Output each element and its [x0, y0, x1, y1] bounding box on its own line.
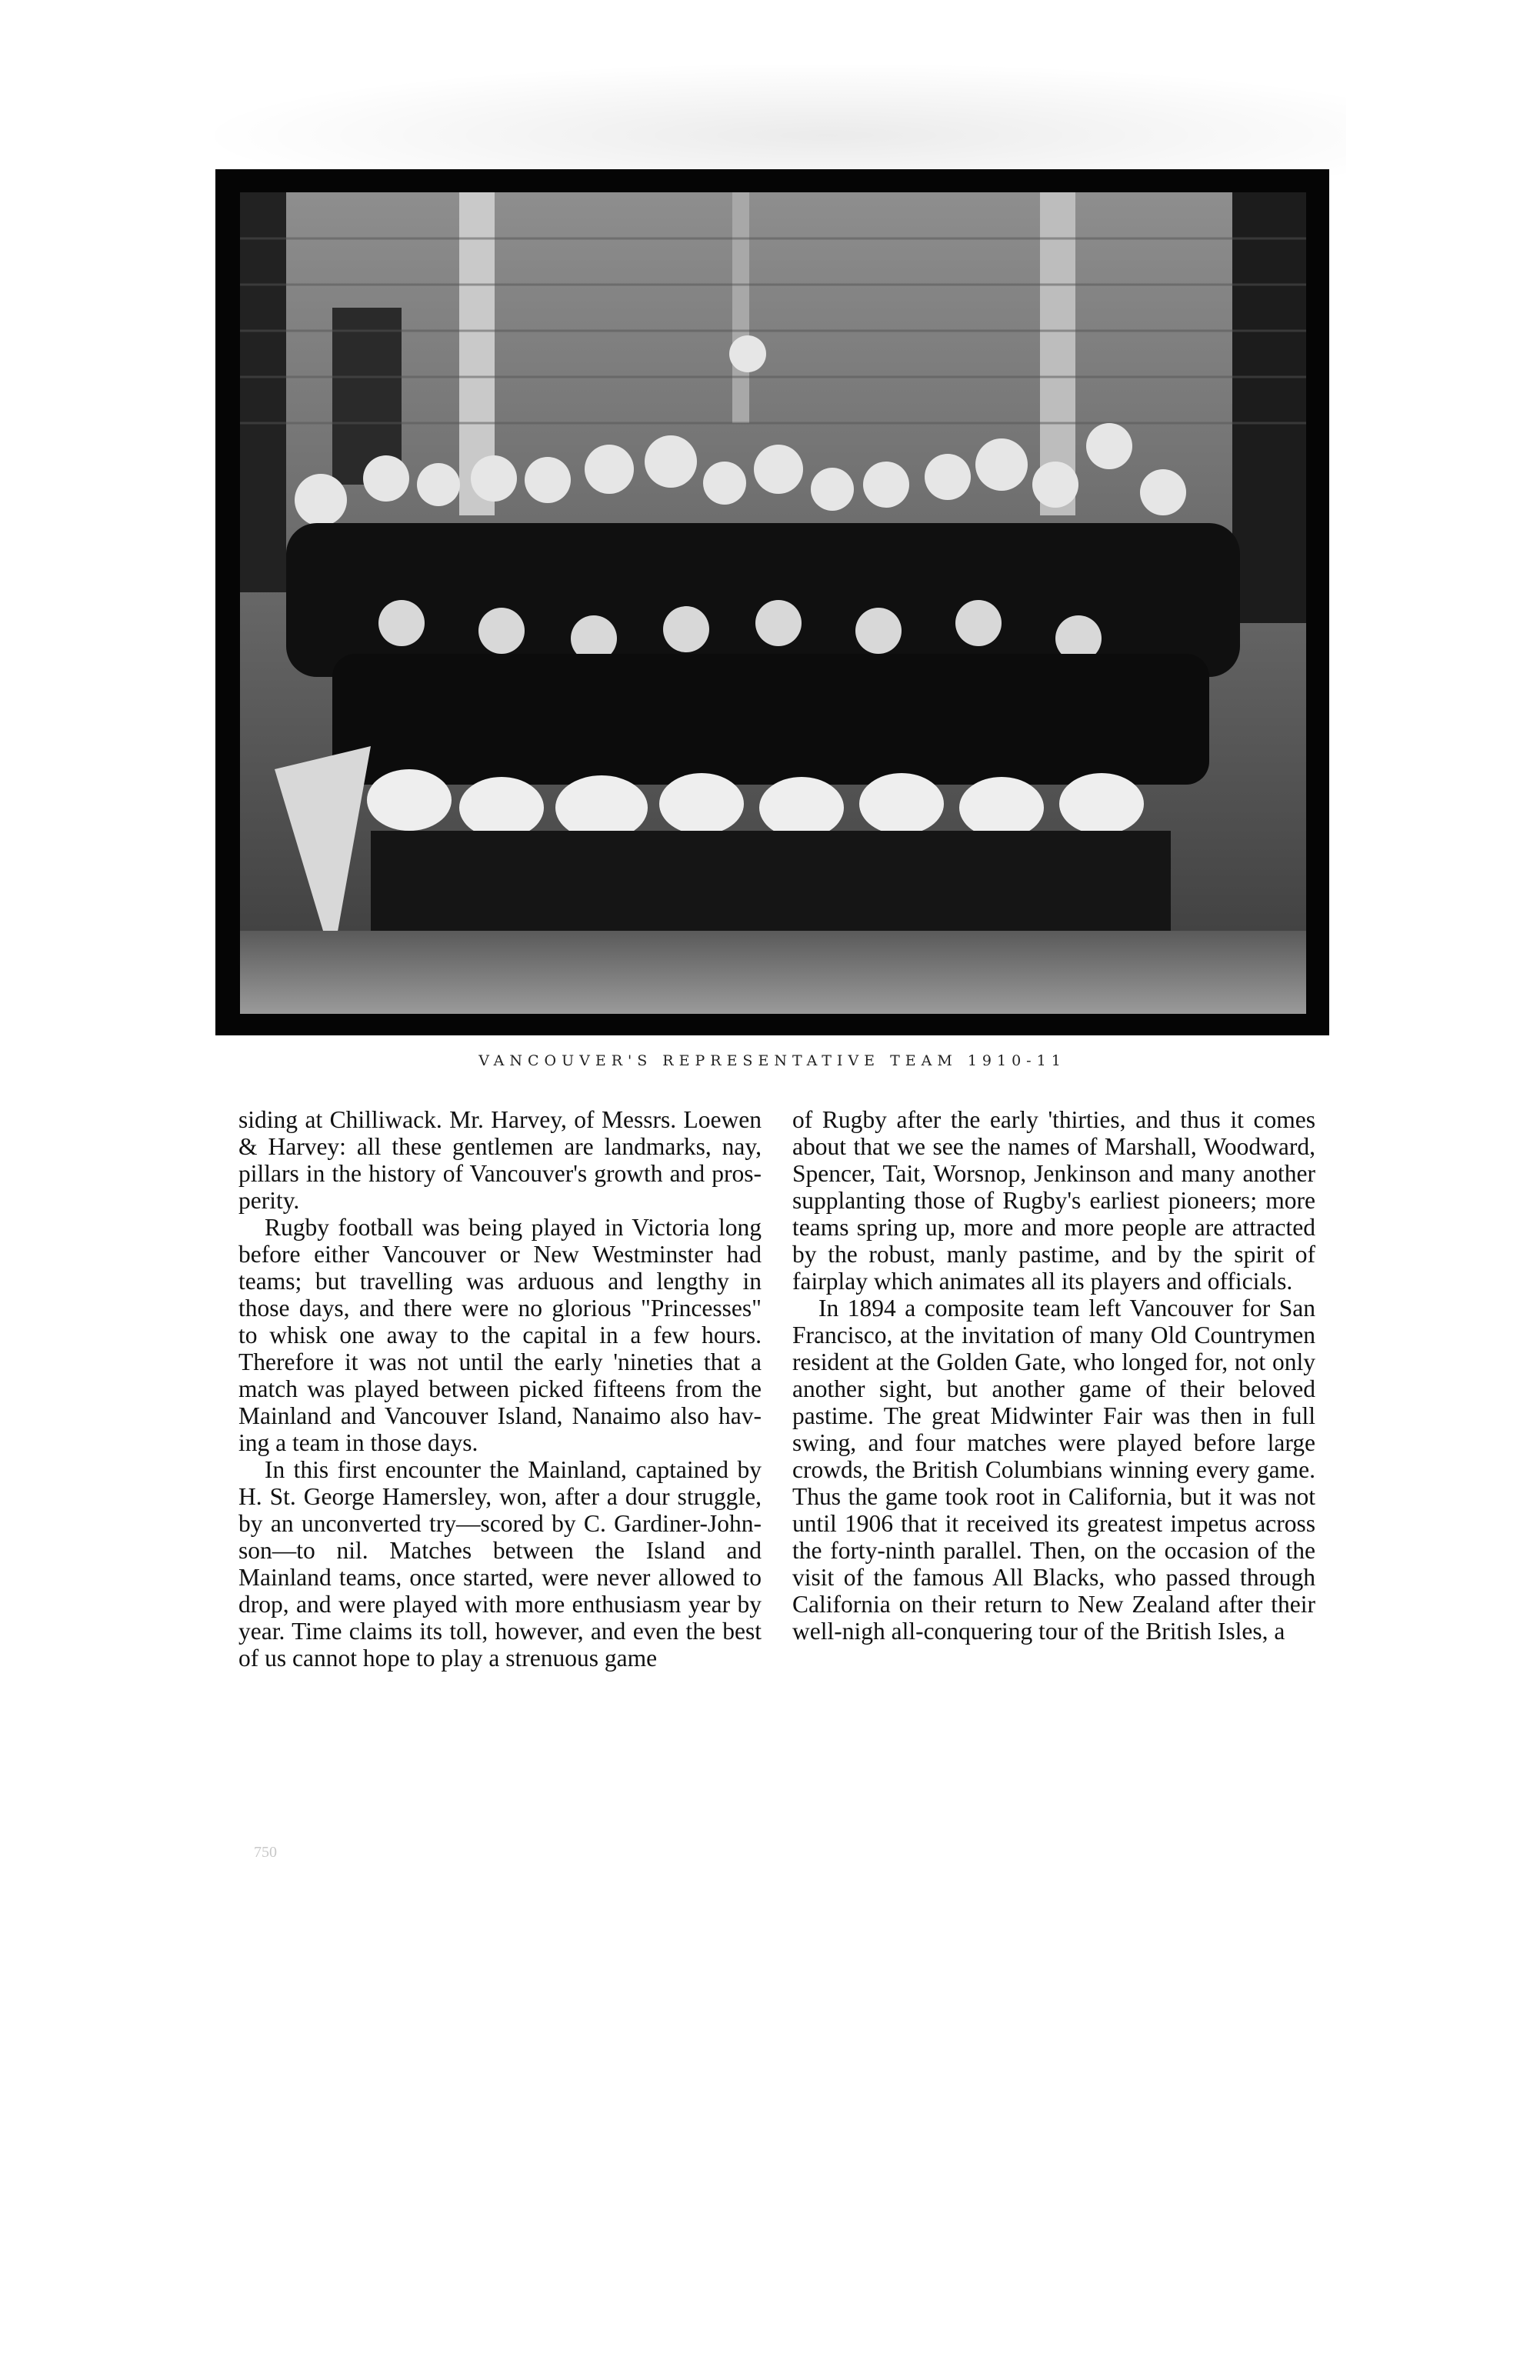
left-text-column: [238, 1106, 762, 1672]
paragraph: Rugby football was being played in Victoria long before either Vancouver or New Westminster had teams; but travelling was arduous and lengthy in those days, and there were no glorious "Princesses" to whisk one away to the capital in a few hours. Therefore it was not until the early 'nineties that a match was played between picked fifteens from the Mainland and Vancouver Island, Nanaimo also having a team in those days.: [238, 1214, 762, 1456]
page-number: 750: [254, 1844, 277, 1861]
scan-smudge: [192, 62, 1346, 185]
team-photograph: [215, 169, 1329, 1035]
paragraph: In this first encounter the Mainland, captained by H. St. George Hamersley, won, after a dour struggle, by an unconverted try—scored by C. Gardiner-Johnson—to nil. Matches between the Island and Mainland teams, once started, were never allowed to drop, and were played with more enthusiasm year by year. Time claims its toll, however, and even the best of us cannot hope to play a strenuous game: [238, 1456, 762, 1672]
right-text-column: [792, 1106, 1315, 1645]
paragraph: In 1894 a composite team left Vancouver for San Francisco, at the invitation of many Old Countrymen resident at the Golden Gate, who longed for, not only another sight, but another game of their beloved pastime. The great Midwinter Fair was then in full swing, and four matches were played before large crowds, the British Columbians winning every game. Thus the game took root in California, but it was not until 1906 that it received its greatest impetus across the forty-ninth parallel. Then, on the occasion of the visit of the famous All Blacks, who passed through California on their return to New Zealand after their well-nigh all-conquering tour of the British Isles, a: [792, 1295, 1315, 1645]
photo-caption: VANCOUVER'S REPRESENTATIVE TEAM 1910-11: [478, 1052, 1066, 1069]
team-photo-image: [240, 192, 1306, 1014]
paragraph: siding at Chilliwack. Mr. Harvey, of Messrs. Loewen & Harvey: all these gentlemen are landmarks, nay, pillars in the history of Vancouver's growth and prosperity.: [238, 1106, 762, 1214]
paragraph: of Rugby after the early 'thirties, and thus it comes about that we see the names of Marshall, Woodward, Spencer, Tait, Worsnop, Jenkinson and many another supplanting those of Rugby's earliest pioneers; more teams spring up, more and more people are attracted by the robust, manly pastime, and by the spirit of fairplay which animates all its players and officials.: [792, 1106, 1315, 1295]
